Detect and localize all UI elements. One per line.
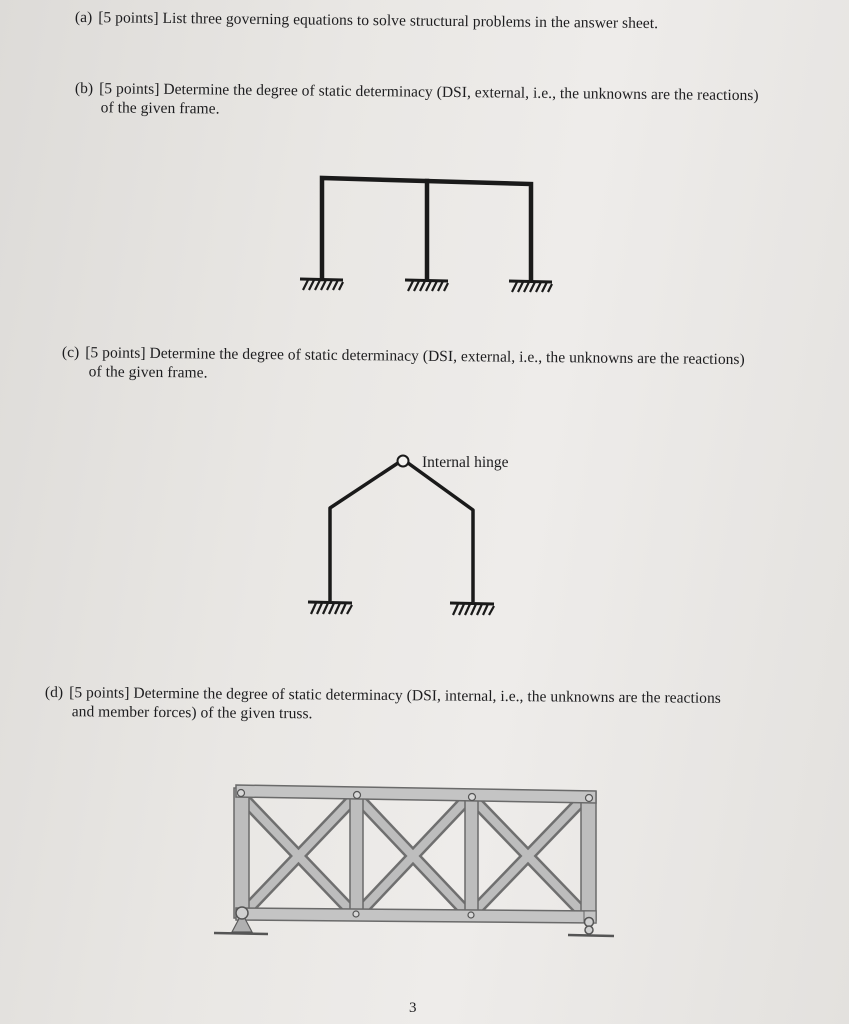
internal-hinge-label: Internal hinge	[422, 454, 509, 471]
top-chord	[236, 785, 596, 803]
question-a-label: (a)	[74, 8, 93, 27]
question-d-line2: and member forces) of the given truss.	[71, 703, 313, 723]
question-c-line1: [5 points] Determine the degree of static determinacy (DSI, external, i.e., the unknowns are the reactions)	[85, 344, 745, 369]
question-b-line1: [5 points] Determine the degree of static determinacy (DSI, external, i.e., the unknowns are the reactions)	[99, 80, 759, 105]
truss-diagonals	[245, 800, 582, 912]
question-c-label: (c)	[61, 343, 80, 362]
question-d-line1: [5 points] Determine the degree of static determinacy (DSI, internal, i.e., the unknowns are the reactions	[69, 684, 721, 707]
question-c-line2: of the given frame.	[88, 363, 208, 382]
question-a-text: [5 points] List three governing equations to solve structural problems in the answer sheet.	[98, 9, 659, 33]
page-number: 3	[409, 1000, 417, 1016]
question-b-label: (b)	[74, 79, 94, 98]
bottom-chord	[236, 908, 596, 923]
question-d-label: (d)	[44, 683, 64, 702]
question-b-line2: of the given frame.	[100, 99, 220, 118]
